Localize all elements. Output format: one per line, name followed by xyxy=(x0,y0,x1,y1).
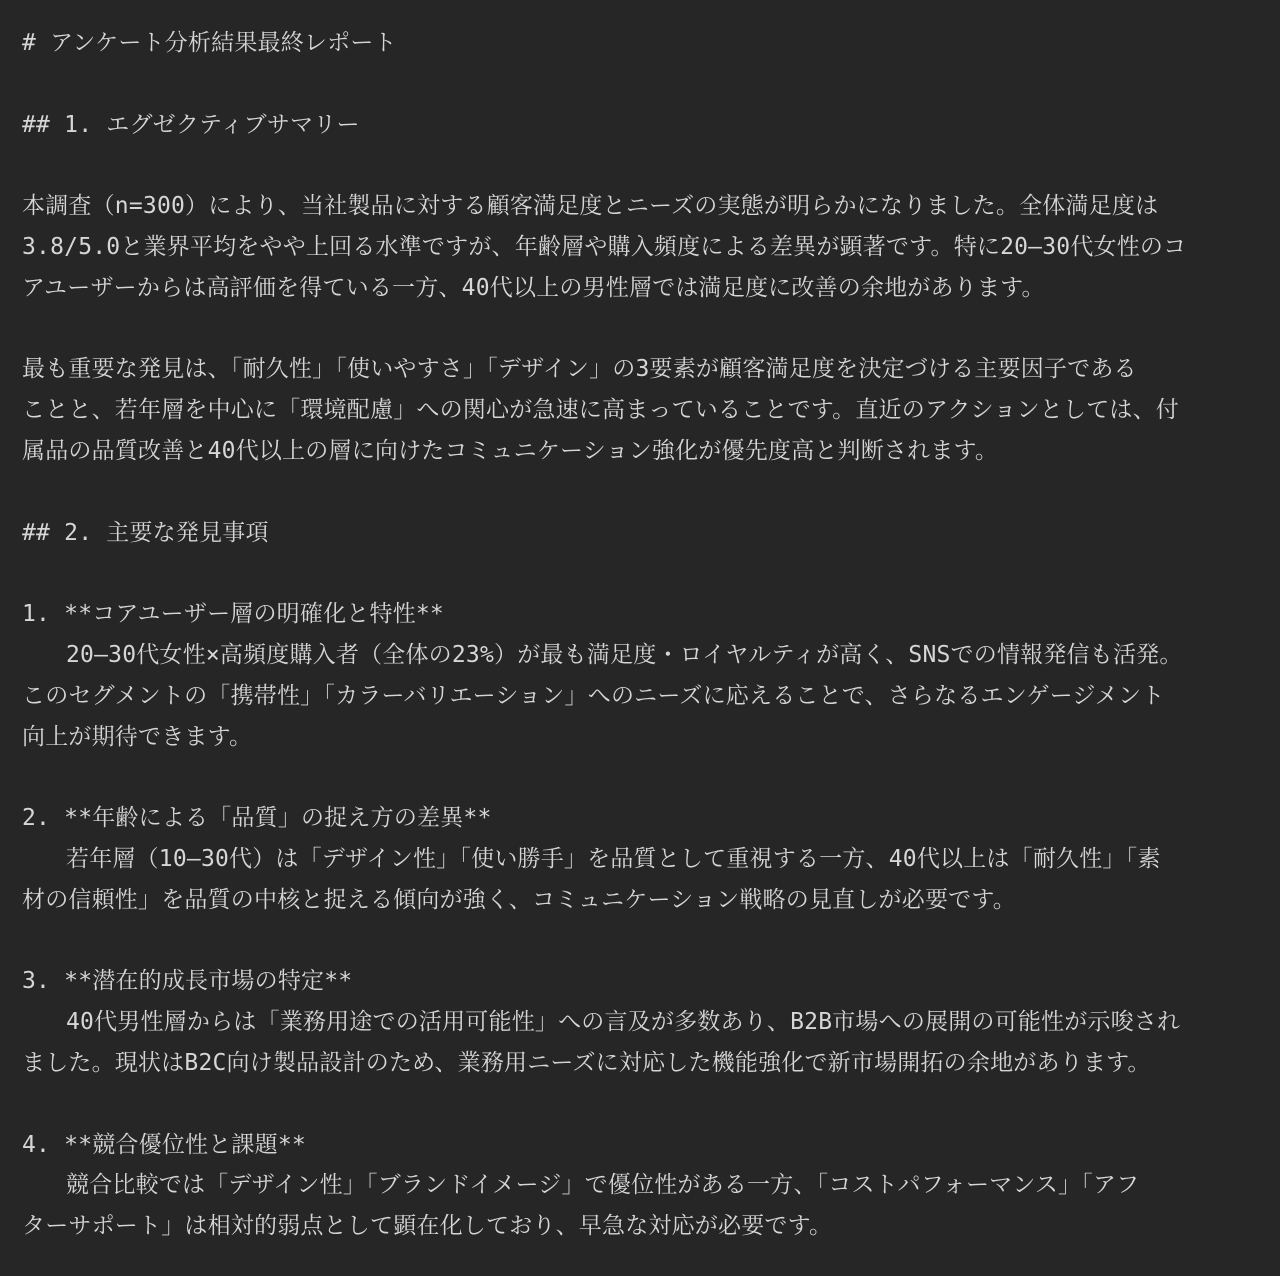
finding-2-line: 材の信頼性」を品質の中核と捉える傾向が強く、コミュニケーション戦略の見直しが必要です。 xyxy=(22,886,1016,913)
summary-paragraph-1-line: アユーザーからは高評価を得ている一方、40代以上の男性層では満足度に改善の余地があります。 xyxy=(22,274,1045,301)
finding-1-line: 20–30代女性×高頻度購入者（全体の23%）が最も満足度・ロイヤルティが高く、SNSでの情報発信も活発。 xyxy=(66,641,1183,668)
blank-line xyxy=(22,1084,1262,1125)
blank-line xyxy=(22,309,1262,350)
finding-1-line: 向上が期待できます。 xyxy=(22,723,253,750)
finding-2-title: 2. **年齢による「品質」の捉え方の差異** xyxy=(22,805,492,832)
document-title: # アンケート分析結果最終レポート xyxy=(22,30,397,56)
section-2-heading: ## 2. 主要な発見事項 xyxy=(22,519,269,546)
finding-3-line: 40代男性層からは「業務用途での活用可能性」への言及が多数あり、B2B市場への展開の可能性が示唆され xyxy=(66,1009,1181,1036)
finding-3-title: 3. **潜在的成長市場の特定** xyxy=(22,968,353,995)
blank-line xyxy=(22,64,1262,105)
blank-line xyxy=(22,553,1262,594)
section-1-heading: ## 1. エグゼクティブサマリー xyxy=(22,111,360,138)
markdown-document xyxy=(22,23,1262,1247)
blank-line xyxy=(22,757,1262,798)
finding-1-line: このセグメントの「携帯性」「カラーバリエーション」へのニーズに応えることで、さらなるエンゲージメント xyxy=(22,682,1165,709)
finding-4-title: 4. **競合優位性と課題** xyxy=(22,1131,306,1158)
finding-4-line: 競合比較では「デザイン性」「ブランドイメージ」で優位性がある一方、「コストパフォーマンス」「アフ xyxy=(66,1172,1140,1199)
summary-paragraph-2-line: 属品の品質改善と40代以上の層に向けたコミュニケーション強化が優先度高と判断されます。 xyxy=(22,437,999,464)
summary-paragraph-1-line: 3.8/5.0と業界平均をやや上回る水準ですが、年齢層や購入頻度による差異が顕著です。特に20–30代女性のコ xyxy=(22,233,1187,260)
blank-line xyxy=(22,472,1262,513)
blank-line xyxy=(22,921,1262,962)
finding-3-line: ました。現状はB2C向け製品設計のため、業務用ニーズに対応した機能強化で新市場開拓の余地があります。 xyxy=(22,1049,1151,1076)
summary-paragraph-1-line: 本調査（n=300）により、当社製品に対する顧客満足度とニーズの実態が明らかになりました。全体満足度は xyxy=(22,193,1159,220)
blank-line xyxy=(22,145,1262,186)
summary-paragraph-2-line: 最も重要な発見は、「耐久性」「使いやすさ」「デザイン」の3要素が顧客満足度を決定づける主要因子である xyxy=(22,356,1137,383)
finding-1-title: 1. **コアユーザー層の明確化と特性** xyxy=(22,601,444,628)
summary-paragraph-2-line: ことと、若年層を中心に「環境配慮」への関心が急速に高まっていることです。直近のアクションとしては、付 xyxy=(22,397,1180,424)
finding-4-line: ターサポート」は相対的弱点として顕在化しており、早急な対応が必要です。 xyxy=(22,1213,833,1240)
finding-2-line: 若年層（10–30代）は「デザイン性」「使い勝手」を品質として重視する一方、40代以上は「耐久性」「素 xyxy=(66,845,1161,872)
